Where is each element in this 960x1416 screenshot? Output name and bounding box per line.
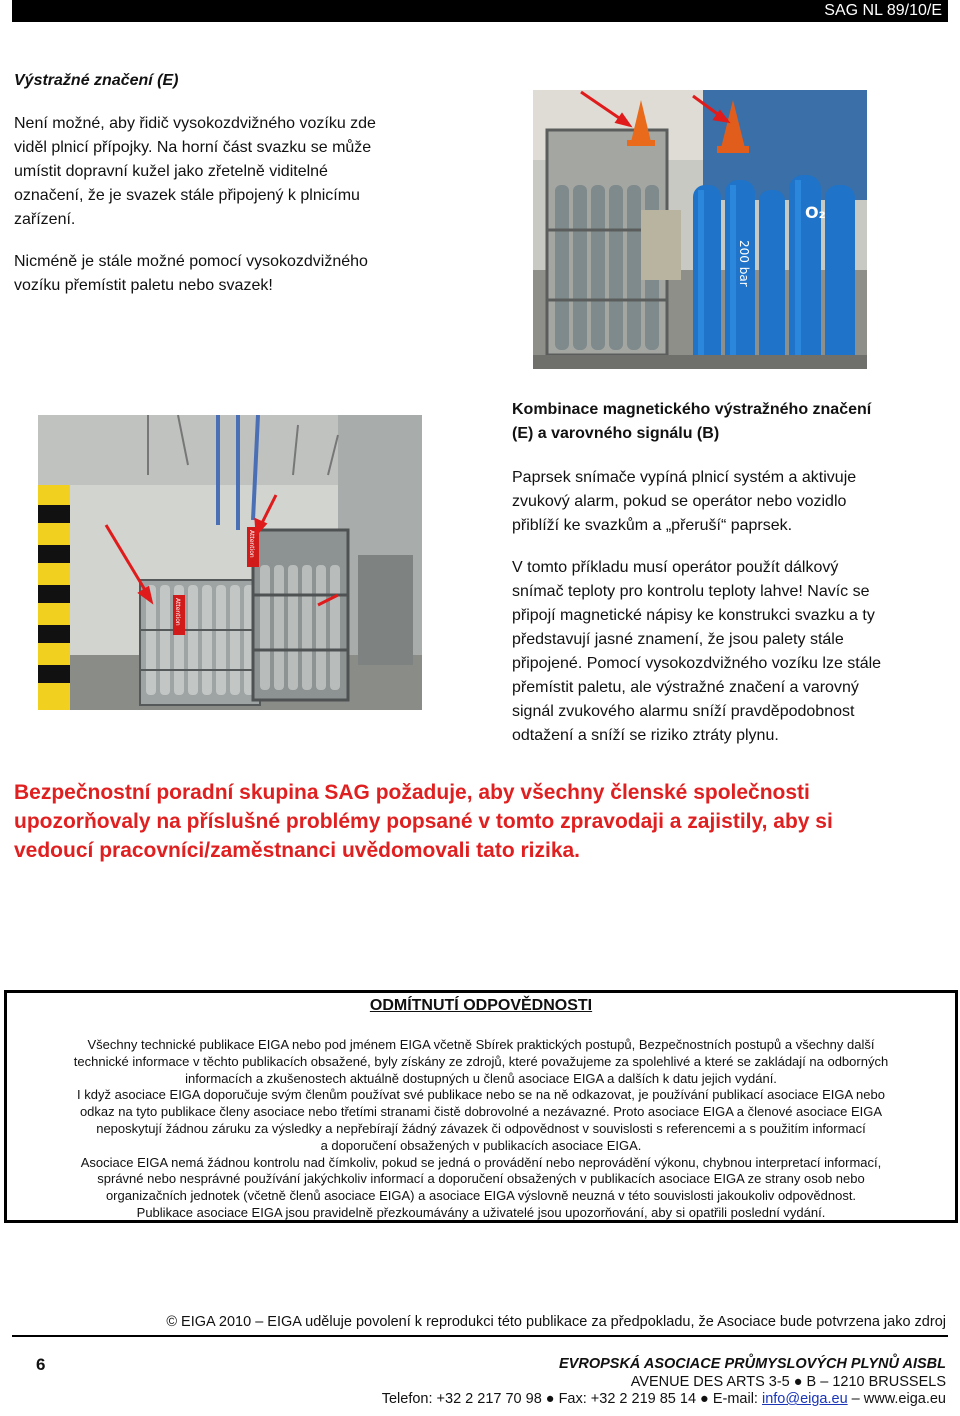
section-b-paragraph-2 (512, 556, 881, 748)
cylinder-label-oxygen: O₂ (805, 203, 826, 222)
notice-line: upozorňovaly na příslušné problémy popsané v tomto zpravodaji a zajistily, aby si (14, 810, 833, 833)
contact-phone-fax: Telefon: +32 2 217 70 98 ● Fax: +32 2 219 85 14 ● E-mail: (381, 1391, 762, 1407)
disclaimer-line: Asociace EIGA nemá žádnou kontrolu nad čímkoliv, pokud se jedná o provádění nebo neprovádění výkonu, chybnou interpretací informací, (80, 1154, 882, 1170)
disclaimer-line: Publikace asociace EIGA jsou pravidelně přezkoumávány a uživatelé jsou upozorňování, aby si opatřili poslední vydání. (136, 1204, 826, 1220)
text-line: označení, že je svazek stále připojený k plnicímu (14, 187, 360, 204)
text-line: V tomto příkladu musí operátor použít dálkový (512, 559, 839, 576)
footer-divider (12, 1335, 948, 1337)
cylinder-label-pressure: 200 bar (737, 240, 751, 287)
title-line: (E) a varovného signálu (B) (512, 425, 720, 442)
disclaimer-title: ODMÍTNUTÍ ODPOVĚDNOSTI (369, 997, 593, 1014)
text-line: odtažení a sníží se riziko ztráty plynu. (512, 727, 779, 744)
section-b-paragraph-1 (512, 466, 856, 538)
text-line: viděl plnicí přípojky. Na horní část svazku se může (14, 139, 372, 156)
text-line: Nicméně je stále možné pomocí vysokozdvižného (14, 253, 368, 270)
disclaimer-line: I když asociace EIGA doporučuje svým členům používat své publikace nebo se na ně odkazovat, je používání publikací asociace EIGA nebo (77, 1087, 885, 1103)
section-b-title (512, 398, 871, 446)
section-a-paragraph-2 (14, 250, 368, 298)
text-line: vozíku přemístit paletu nebo svazek! (14, 277, 273, 294)
title-line: Kombinace magnetického výstražného značení (512, 401, 872, 418)
text-line: signál zvukového alarmu sníží pravděpodobnost (512, 703, 855, 720)
disclaimer-line: správné nebo nesprávné používání jakýchkoliv informací a doporučení obsažených v publikacích asociace EIGA ze strany osob nebo (97, 1171, 865, 1187)
website-text: – www.eiga.eu (847, 1391, 946, 1407)
text-line: představují jasné znamení, že jsou palety stále (512, 631, 844, 648)
organisation-name: EVROPSKÁ ASOCIACE PRŮMYSLOVÝCH PLYNŮ AISBL (559, 1356, 946, 1372)
email-link[interactable]: info@eiga.eu (761, 1391, 848, 1407)
text-line: snímač teploty pro kontrolu teploty lahve! Navíc se (512, 583, 870, 600)
disclaimer-line: odkaz na tyto publikace členy asociace nebo třetími stranami čistě dobrovolné a nezávazné. Proto asociace EIGA a členové asociace EIGA (79, 1104, 883, 1120)
contact-line (382, 1391, 946, 1407)
disclaimer-line: Všechny technické publikace EIGA nebo pod jménem EIGA včetně Sbírek praktických postupů, Bezpečnostních postupů a všechny další (87, 1037, 875, 1052)
disclaimer-box (4, 990, 958, 1223)
disclaimer-line: technické informace v těchto publikacích obsažené, byly získány ze zdrojů, které považujeme za spolehlivé a které se zakládají na odborných (73, 1053, 889, 1069)
photo-cylinder-bundles-with-cones (533, 90, 867, 369)
text-line: připojené. Pomocí vysokozdvižného vozíku lze stále (512, 655, 882, 672)
section-a-paragraph-1 (14, 112, 376, 232)
disclaimer-line: informacích a zkušenostech aktuálně dostupných u členů asociace EIGA a dalších k datu jejich vydání. (185, 1070, 777, 1086)
photo-filling-station-with-signs (38, 415, 422, 710)
disclaimer-line: organizačních jednotek (včetně členů asociace EIGA) a asociace EIGA výslovně neuzná v této souvislosti jakoukoliv odpovědnost. (105, 1188, 857, 1204)
safety-advisory-notice (14, 778, 914, 865)
header-bar (12, 0, 948, 22)
disclaimer-line: neposkytují žádnou záruku za výsledky a nepřebírají žádný závazek či odpovědnost v souvislosti s referencemi a s použitím informací (96, 1120, 866, 1136)
document-reference: SAG NL 89/10/E (824, 2, 942, 19)
magnetic-sign-text: Attention (248, 530, 255, 558)
text-line: zařízení. (14, 211, 76, 228)
text-line: Paprsek snímače vypíná plnicí systém a aktivuje (512, 469, 857, 486)
notice-line: Bezpečnostní poradní skupina SAG požaduje, aby všechny členské společnosti (14, 781, 810, 804)
copyright-notice: © EIGA 2010 – EIGA uděluje povolení k reprodukci této publikace za předpokladu, že Asociace bude potvrzena jako zdroj (166, 1314, 946, 1330)
text-line: zvukový alarm, pokud se operátor nebo vozidlo (512, 493, 847, 510)
magnetic-sign-text: Attention (174, 598, 181, 626)
text-line: Není možné, aby řidič vysokozdvižného vozíku zde (14, 115, 376, 132)
organisation-address: AVENUE DES ARTS 3-5 ● B – 1210 BRUSSELS (630, 1374, 946, 1390)
notice-line: vedoucí pracovníci/zaměstnanci uvědomovali tato rizika. (14, 839, 581, 862)
text-line: umístit dopravní kužel jako zřetelně viditelné (14, 163, 328, 180)
disclaimer-line: a doporučení obsažených v publikacích asociace EIGA. (320, 1137, 642, 1153)
text-line: přiblíží ke svazkům a „přeruší“ paprsek. (512, 517, 793, 534)
text-line: přemístit paletu, ale výstražné značení a varovný (512, 679, 859, 696)
text-line: připojí magnetické nápisy ke konstrukci svazku a ty (512, 607, 875, 624)
section-title-warning-marking: Výstražné značení (E) (14, 72, 179, 89)
page-number: 6 (36, 1355, 46, 1374)
